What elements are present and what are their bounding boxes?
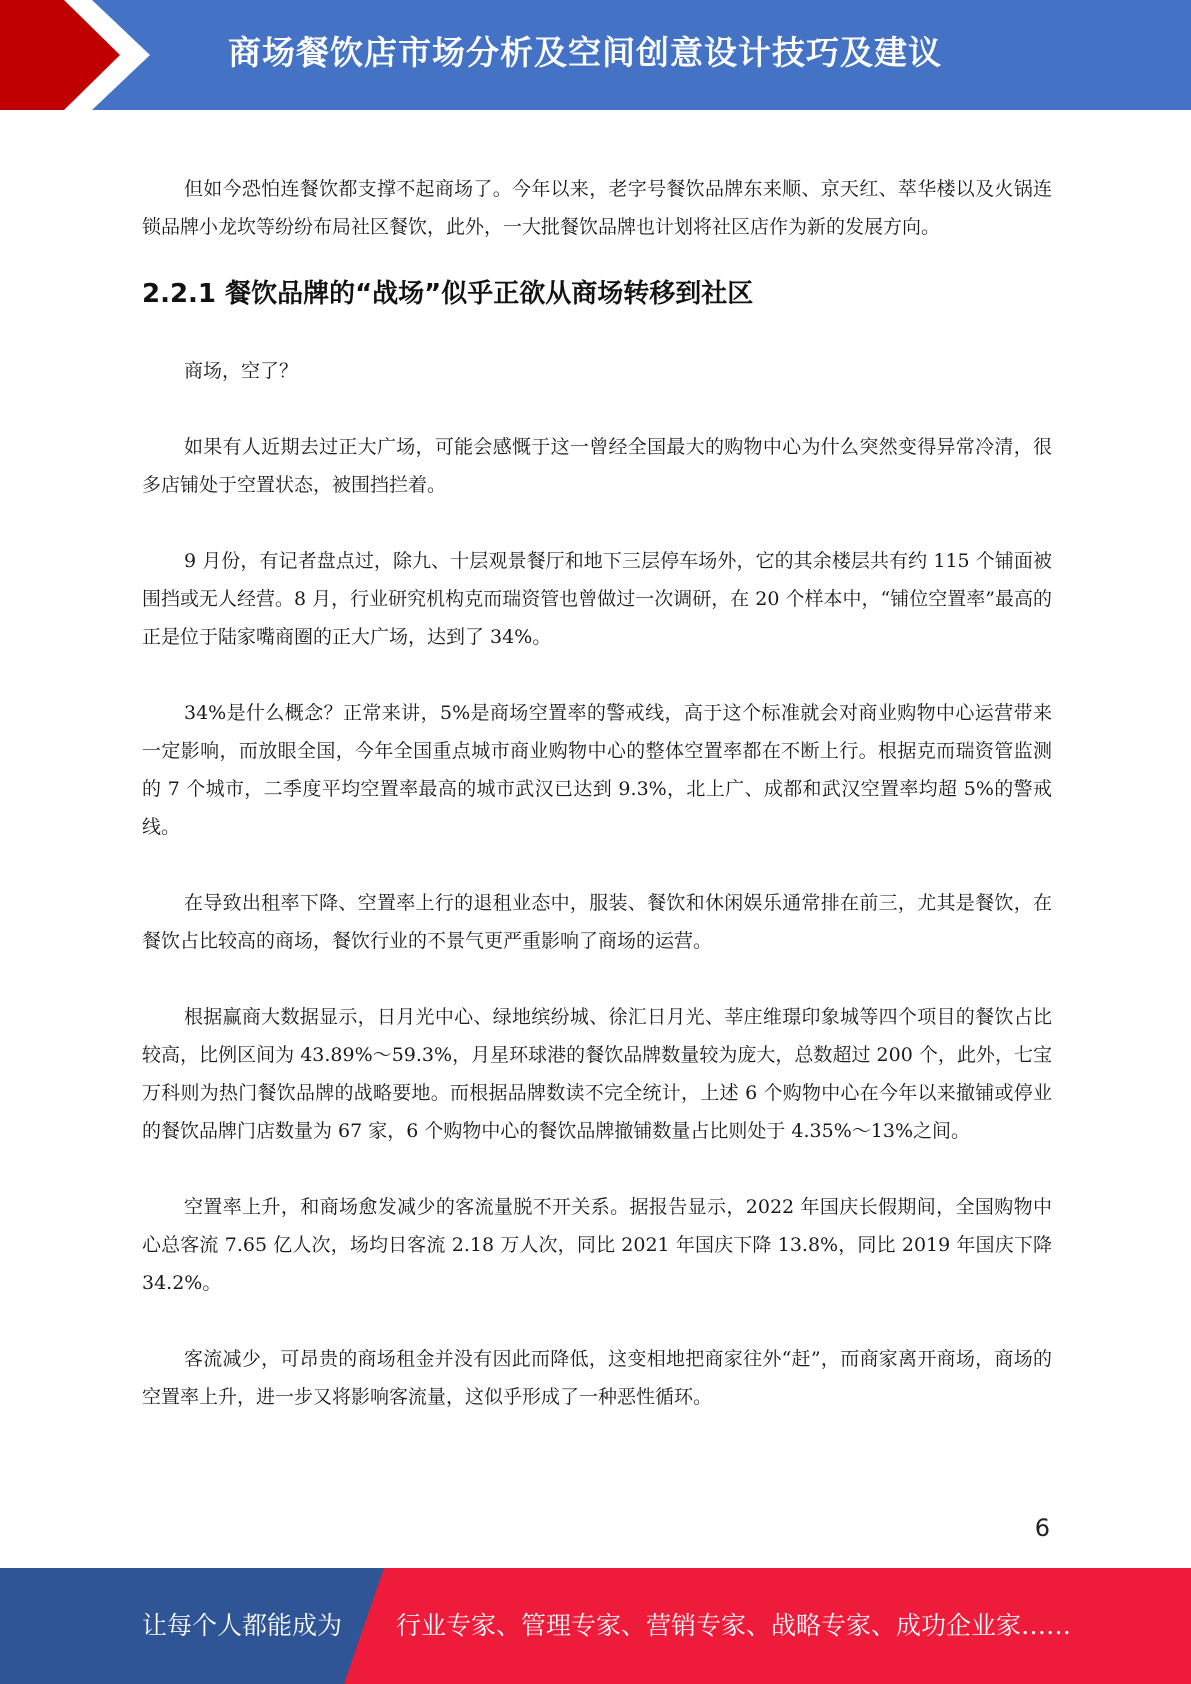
section-heading: 2.2.1 餐饮品牌的“战场”似乎正欲从商场转移到社区: [142, 279, 754, 309]
paragraph: 客流减少，可昂贵的商场租金并没有因此而降低，这变相地把商家往外“赶”，而商家离开商场，商场的空置率上升，进一步又将影响客流量，这似乎形成了一种恶性循环。: [142, 1348, 1052, 1408]
paragraph: 空置率上升，和商场愈发减少的客流量脱不开关系。据报告显示，2022 年国庆长假期间，全国购物中心总客流 7.65 亿人次，场均日客流 2.18 万人次，同比 2021 年国庆下降 13.8%，同比 2019 年国庆下降 34.2%。: [142, 1196, 1052, 1294]
paragraph: 商场，空了？: [184, 360, 299, 382]
page-number: 6: [1034, 1514, 1050, 1542]
page-content: [142, 170, 1052, 1416]
page-header: [0, 0, 1191, 110]
paragraph: 9 月份，有记者盘点过，除九、十层观景餐厅和地下三层停车场外，它的其余楼层共有约 115 个铺面被围挡或无人经营。8 月，行业研究机构克而瑞资管也曾做过一次调研，在 20 个样本中，“铺位空置率”最高的正是位于陆家嘴商圈的正大广场，达到了 34%。: [142, 550, 1052, 648]
paragraph: 如果有人近期去过正大广场，可能会感慨于这一曾经全国最大的购物中心为什么突然变得异常冷清，很多店铺处于空置状态，被围挡拦着。: [142, 436, 1052, 496]
document-title: 商场餐饮店市场分析及空间创意设计技巧及建议: [228, 33, 942, 72]
paragraph: 在导致出租率下降、空置率上行的退租业态中，服装、餐饮和休闲娱乐通常排在前三，尤其是餐饮，在餐饮占比较高的商场，餐饮行业的不景气更严重影响了商场的运营。: [142, 892, 1052, 952]
paragraph: 34%是什么概念？正常来讲，5%是商场空置率的警戒线，高于这个标准就会对商业购物中心运营带来一定影响，而放眼全国，今年全国重点城市商业购物中心的整体空置率都在不断上行。根据克而瑞资管监测的 7 个城市，二季度平均空置率最高的城市武汉已达到 9.3%，北上广、成都和武汉空置率均超 5%的警戒线。: [142, 702, 1052, 838]
page-footer: [0, 1568, 1191, 1684]
footer-slogan-right: 行业专家、管理专家、营销专家、战略专家、成功企业家……: [396, 1611, 1072, 1640]
header-arrow-decoration: [0, 0, 160, 110]
paragraph: 根据赢商大数据显示，日月光中心、绿地缤纷城、徐汇日月光、莘庄维璟印象城等四个项目的餐饮占比较高，比例区间为 43.89%～59.3%，月星环球港的餐饮品牌数量较为庞大，总数超过 200 个，此外，七宝万科则为热门餐饮品牌的战略要地。而根据品牌数读不完全统计，上述 6 个购物中心在今年以来撤铺或停业的餐饮品牌门店数量为 67 家，6 个购物中心的餐饮品牌撤铺数量占比则处于 4.35%～13%之间。: [142, 1006, 1052, 1142]
footer-slogan-left: 让每个人都能成为: [142, 1611, 343, 1640]
paragraph: 但如今恐怕连餐饮都支撑不起商场了。今年以来，老字号餐饮品牌东来顺、京天红、萃华楼以及火锅连锁品牌小龙坎等纷纷布局社区餐饮，此外，一大批餐饮品牌也计划将社区店作为新的发展方向。: [142, 178, 1052, 238]
